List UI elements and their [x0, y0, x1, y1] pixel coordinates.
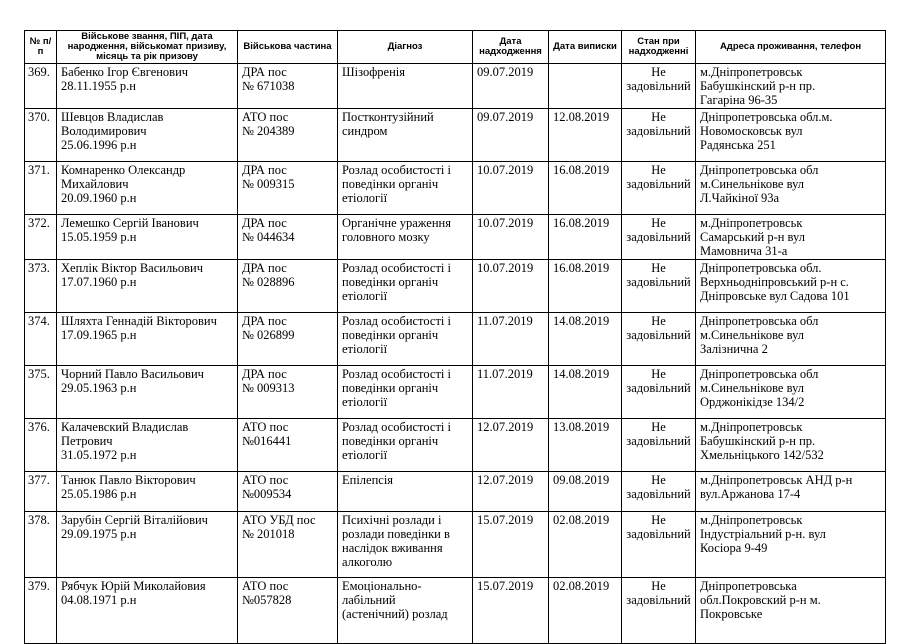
- cell-address: [696, 64, 886, 109]
- header-state: Стан при надходженні: [622, 31, 696, 64]
- cell-address: [696, 366, 886, 419]
- cell-state: [622, 366, 696, 419]
- cell-line: 25.06.1996 р.н: [61, 138, 137, 152]
- cell-line: м.Синельнікове вул: [700, 381, 805, 395]
- cell-address: [696, 578, 886, 644]
- cell-discharge: 02.08.2019: [549, 512, 622, 578]
- cell-line: Не: [651, 65, 666, 79]
- patients-table: [24, 30, 886, 644]
- cell-line: м.Синельнікове вул: [700, 328, 805, 342]
- cell-state: [622, 260, 696, 313]
- cell-arrival: 10.07.2019: [473, 162, 549, 215]
- cell-unit: [238, 578, 338, 644]
- cell-unit: [238, 419, 338, 472]
- cell-line: Індустріальний р-н. вул: [700, 527, 826, 541]
- cell-address: [696, 109, 886, 162]
- cell-line: АТО пос: [242, 110, 289, 124]
- header-discharge: Дата виписки: [549, 31, 622, 64]
- cell-num: 371.: [25, 162, 57, 215]
- cell-line: Орджонікідзе 134/2: [700, 395, 805, 409]
- cell-line: Емоціонально-: [342, 579, 422, 593]
- cell-diagnosis: [338, 215, 473, 260]
- cell-address: [696, 162, 886, 215]
- cell-line: Шевцов Владислав: [61, 110, 164, 124]
- cell-line: етіології: [342, 289, 388, 303]
- cell-name: [57, 512, 238, 578]
- cell-line: Самарський р-н вул: [700, 230, 805, 244]
- cell-line: АТО пос: [242, 420, 289, 434]
- cell-arrival: 15.07.2019: [473, 578, 549, 644]
- cell-line: головного мозку: [342, 230, 430, 244]
- cell-diagnosis: [338, 260, 473, 313]
- cell-diagnosis: [338, 472, 473, 512]
- cell-line: синдром: [342, 124, 388, 138]
- cell-arrival: 15.07.2019: [473, 512, 549, 578]
- cell-line: Дніпропетровська обл: [700, 314, 819, 328]
- cell-name: [57, 313, 238, 366]
- cell-line: №016441: [242, 434, 292, 448]
- header-address: Адреса проживання, телефон: [696, 31, 886, 64]
- cell-line: АТО пос: [242, 473, 289, 487]
- cell-discharge: 16.08.2019: [549, 260, 622, 313]
- cell-line: Розлад особистості і: [342, 261, 451, 275]
- cell-state: [622, 215, 696, 260]
- cell-line: Бабушкінский р-н пр.: [700, 79, 816, 93]
- cell-line: ДРА пос: [242, 314, 287, 328]
- cell-line: Розлад особистості і: [342, 420, 451, 434]
- cell-line: Не: [651, 579, 666, 593]
- cell-line: Не: [651, 261, 666, 275]
- cell-line: задовільний: [626, 487, 691, 501]
- cell-line: 17.07.1960 р.н: [61, 275, 137, 289]
- cell-num: 370.: [25, 109, 57, 162]
- table-body: [25, 64, 886, 644]
- cell-diagnosis: [338, 313, 473, 366]
- cell-discharge: 02.08.2019: [549, 578, 622, 644]
- cell-line: задовільний: [626, 434, 691, 448]
- cell-line: Дніпропетровська: [700, 579, 797, 593]
- cell-line: Мамовнича 31-а: [700, 244, 788, 258]
- cell-line: № 201018: [242, 527, 295, 541]
- cell-line: Не: [651, 110, 666, 124]
- cell-line: Дніпропетровська обл: [700, 367, 819, 381]
- cell-line: ДРА пос: [242, 216, 287, 230]
- cell-line: № 009315: [242, 177, 295, 191]
- cell-line: Рябчук Юрій Миколайовия: [61, 579, 206, 593]
- cell-line: поведінки органіч: [342, 381, 439, 395]
- cell-line: 28.11.1955 р.н: [61, 79, 136, 93]
- cell-state: [622, 512, 696, 578]
- cell-line: етіології: [342, 191, 388, 205]
- cell-line: № 204389: [242, 124, 295, 138]
- cell-num: 376.: [25, 419, 57, 472]
- cell-line: м.Дніпропетровськ: [700, 216, 803, 230]
- cell-line: задовільний: [626, 328, 691, 342]
- cell-unit: [238, 162, 338, 215]
- header-num: № п/п: [25, 31, 57, 64]
- cell-line: м.Дніпропетровськ: [700, 420, 803, 434]
- table-row: [25, 313, 886, 366]
- cell-address: [696, 512, 886, 578]
- cell-diagnosis: [338, 578, 473, 644]
- cell-unit: [238, 64, 338, 109]
- cell-line: поведінки органіч: [342, 434, 439, 448]
- cell-line: Косіора 9-49: [700, 541, 768, 555]
- header-arrival: Дата надходження: [473, 31, 549, 64]
- cell-line: Новомосковськ вул: [700, 124, 803, 138]
- cell-discharge: 14.08.2019: [549, 313, 622, 366]
- cell-line: Шляхта Геннадій Вікторович: [61, 314, 217, 328]
- cell-name: [57, 578, 238, 644]
- cell-diagnosis: [338, 366, 473, 419]
- cell-line: 20.09.1960 р.н: [61, 191, 137, 205]
- cell-line: Не: [651, 420, 666, 434]
- cell-line: обл.Покровский р-н м.: [700, 593, 821, 607]
- table-row: [25, 64, 886, 109]
- cell-arrival: 12.07.2019: [473, 472, 549, 512]
- cell-name: [57, 162, 238, 215]
- cell-line: ДРА пос: [242, 163, 287, 177]
- cell-line: лабільний: [342, 593, 396, 607]
- cell-line: Радянська 251: [700, 138, 776, 152]
- cell-state: [622, 419, 696, 472]
- cell-line: задовільний: [626, 177, 691, 191]
- document-page: [24, 30, 885, 644]
- cell-line: задовільний: [626, 230, 691, 244]
- cell-num: 378.: [25, 512, 57, 578]
- cell-line: Розлад особистості і: [342, 367, 451, 381]
- cell-line: етіології: [342, 448, 388, 462]
- cell-num: 377.: [25, 472, 57, 512]
- cell-name: [57, 109, 238, 162]
- cell-line: поведінки органіч: [342, 275, 439, 289]
- table-row: [25, 366, 886, 419]
- cell-line: м.Дніпропетровськ: [700, 65, 803, 79]
- cell-line: Не: [651, 163, 666, 177]
- table-row: [25, 472, 886, 512]
- cell-discharge: 16.08.2019: [549, 162, 622, 215]
- cell-diagnosis: [338, 419, 473, 472]
- header-diagnosis: Діагноз: [338, 31, 473, 64]
- cell-name: [57, 472, 238, 512]
- cell-line: Володимирович: [61, 124, 147, 138]
- table-row: [25, 260, 886, 313]
- cell-line: Бабенко Ігор Євгенович: [61, 65, 189, 79]
- cell-name: [57, 215, 238, 260]
- cell-state: [622, 64, 696, 109]
- cell-line: Бабушкінский р-н пр.: [700, 434, 816, 448]
- cell-line: етіології: [342, 395, 388, 409]
- cell-line: Розлад особистості і: [342, 163, 451, 177]
- cell-line: етіології: [342, 342, 388, 356]
- cell-name: [57, 64, 238, 109]
- cell-state: [622, 313, 696, 366]
- cell-unit: [238, 512, 338, 578]
- cell-line: наслідок вживання: [342, 541, 443, 555]
- cell-name: [57, 419, 238, 472]
- cell-discharge: 13.08.2019: [549, 419, 622, 472]
- table-row: [25, 162, 886, 215]
- cell-line: Залізнична 2: [700, 342, 768, 356]
- cell-arrival: 11.07.2019: [473, 366, 549, 419]
- cell-line: Верхньодніпровський р-н с.: [700, 275, 849, 289]
- cell-line: Шізофренія: [342, 65, 406, 79]
- cell-line: задовільний: [626, 124, 691, 138]
- table-row: [25, 419, 886, 472]
- cell-diagnosis: [338, 162, 473, 215]
- cell-line: Танюк Павло Вікторович: [61, 473, 196, 487]
- cell-line: Психічні розлади і: [342, 513, 442, 527]
- cell-line: Дніпропетровська обл.м.: [700, 110, 833, 124]
- cell-line: задовільний: [626, 79, 691, 93]
- cell-line: АТО пос: [242, 579, 289, 593]
- cell-line: 15.05.1959 р.н: [61, 230, 137, 244]
- cell-num: 373.: [25, 260, 57, 313]
- cell-line: Постконтузійний: [342, 110, 434, 124]
- cell-line: 25.05.1986 р.н: [61, 487, 137, 501]
- cell-line: Калачевский Владислав: [61, 420, 189, 434]
- cell-arrival: 12.07.2019: [473, 419, 549, 472]
- cell-line: Не: [651, 367, 666, 381]
- cell-num: 374.: [25, 313, 57, 366]
- cell-line: задовільний: [626, 527, 691, 541]
- cell-line: Органічне ураження: [342, 216, 451, 230]
- cell-line: 17.09.1965 р.н: [61, 328, 137, 342]
- cell-line: 04.08.1971 р.н: [61, 593, 137, 607]
- cell-line: Дніпропетровська обл.: [700, 261, 822, 275]
- cell-line: поведінки органіч: [342, 177, 439, 191]
- cell-discharge: 16.08.2019: [549, 215, 622, 260]
- cell-line: Дніпропетровська обл: [700, 163, 819, 177]
- cell-num: 369.: [25, 64, 57, 109]
- cell-line: Гагаріна 96-35: [700, 93, 778, 107]
- table-row: [25, 578, 886, 644]
- cell-line: (астенічний) розлад: [342, 607, 448, 621]
- cell-line: 29.05.1963 р.н: [61, 381, 137, 395]
- cell-line: Комнаренко Олександр: [61, 163, 186, 177]
- cell-line: Зарубін Сергій Віталійович: [61, 513, 208, 527]
- cell-line: м.Дніпропетровськ: [700, 513, 803, 527]
- cell-state: [622, 109, 696, 162]
- cell-address: [696, 313, 886, 366]
- cell-num: 372.: [25, 215, 57, 260]
- cell-arrival: 09.07.2019: [473, 109, 549, 162]
- cell-line: м.Синельнікове вул: [700, 177, 805, 191]
- cell-line: Розлад особистості і: [342, 314, 451, 328]
- cell-line: вул.Аржанова 17-4: [700, 487, 801, 501]
- cell-unit: [238, 215, 338, 260]
- cell-diagnosis: [338, 64, 473, 109]
- cell-line: Михайлович: [61, 177, 129, 191]
- cell-discharge: 14.08.2019: [549, 366, 622, 419]
- cell-arrival: 11.07.2019: [473, 313, 549, 366]
- cell-address: [696, 472, 886, 512]
- cell-address: [696, 419, 886, 472]
- cell-line: № 009313: [242, 381, 295, 395]
- cell-line: № 028896: [242, 275, 295, 289]
- cell-diagnosis: [338, 512, 473, 578]
- header-name: Військове звання, ПІП, дата народження, військомат призиву, місяць та рік призову: [57, 31, 238, 64]
- cell-line: Дніпровське вул Садова 101: [700, 289, 850, 303]
- cell-line: алкоголю: [342, 555, 393, 569]
- cell-line: №057828: [242, 593, 292, 607]
- cell-line: задовільний: [626, 381, 691, 395]
- cell-line: АТО УБД пос: [242, 513, 316, 527]
- cell-line: Не: [651, 473, 666, 487]
- cell-name: [57, 366, 238, 419]
- cell-line: розлади поведінки в: [342, 527, 450, 541]
- cell-arrival: 10.07.2019: [473, 215, 549, 260]
- cell-line: поведінки органіч: [342, 328, 439, 342]
- cell-line: ДРА пос: [242, 261, 287, 275]
- cell-line: Петрович: [61, 434, 113, 448]
- cell-line: № 671038: [242, 79, 295, 93]
- cell-line: Хеплік Віктор Васильович: [61, 261, 204, 275]
- cell-line: Л.Чайкіної 93а: [700, 191, 780, 205]
- cell-line: №009534: [242, 487, 292, 501]
- cell-unit: [238, 472, 338, 512]
- cell-diagnosis: [338, 109, 473, 162]
- cell-line: Не: [651, 216, 666, 230]
- cell-arrival: 10.07.2019: [473, 260, 549, 313]
- cell-unit: [238, 109, 338, 162]
- table-row: [25, 215, 886, 260]
- cell-discharge: [549, 64, 622, 109]
- cell-arrival: 09.07.2019: [473, 64, 549, 109]
- table-row: [25, 512, 886, 578]
- cell-line: Не: [651, 513, 666, 527]
- cell-line: задовільний: [626, 593, 691, 607]
- cell-address: [696, 215, 886, 260]
- cell-state: [622, 472, 696, 512]
- cell-state: [622, 578, 696, 644]
- cell-line: Не: [651, 314, 666, 328]
- cell-unit: [238, 313, 338, 366]
- cell-line: задовільний: [626, 275, 691, 289]
- cell-unit: [238, 260, 338, 313]
- cell-state: [622, 162, 696, 215]
- cell-line: м.Дніпропетровськ АНД р-н: [700, 473, 853, 487]
- cell-line: Лемешко Сергій Іванович: [61, 216, 199, 230]
- cell-num: 379.: [25, 578, 57, 644]
- cell-line: № 026899: [242, 328, 295, 342]
- cell-line: Епілепсія: [342, 473, 394, 487]
- cell-line: Чорний Павло Васильович: [61, 367, 204, 381]
- cell-address: [696, 260, 886, 313]
- cell-line: Хмельніцького 142/532: [700, 448, 824, 462]
- table-header-row: [25, 31, 886, 64]
- table-row: [25, 109, 886, 162]
- cell-line: № 044634: [242, 230, 295, 244]
- cell-unit: [238, 366, 338, 419]
- cell-name: [57, 260, 238, 313]
- cell-discharge: 12.08.2019: [549, 109, 622, 162]
- header-unit: Військова частина: [238, 31, 338, 64]
- cell-line: 31.05.1972 р.н: [61, 448, 137, 462]
- cell-line: ДРА пос: [242, 367, 287, 381]
- cell-num: 375.: [25, 366, 57, 419]
- cell-line: Покровське: [700, 607, 763, 621]
- cell-line: 29.09.1975 р.н: [61, 527, 137, 541]
- cell-discharge: 09.08.2019: [549, 472, 622, 512]
- cell-line: ДРА пос: [242, 65, 287, 79]
